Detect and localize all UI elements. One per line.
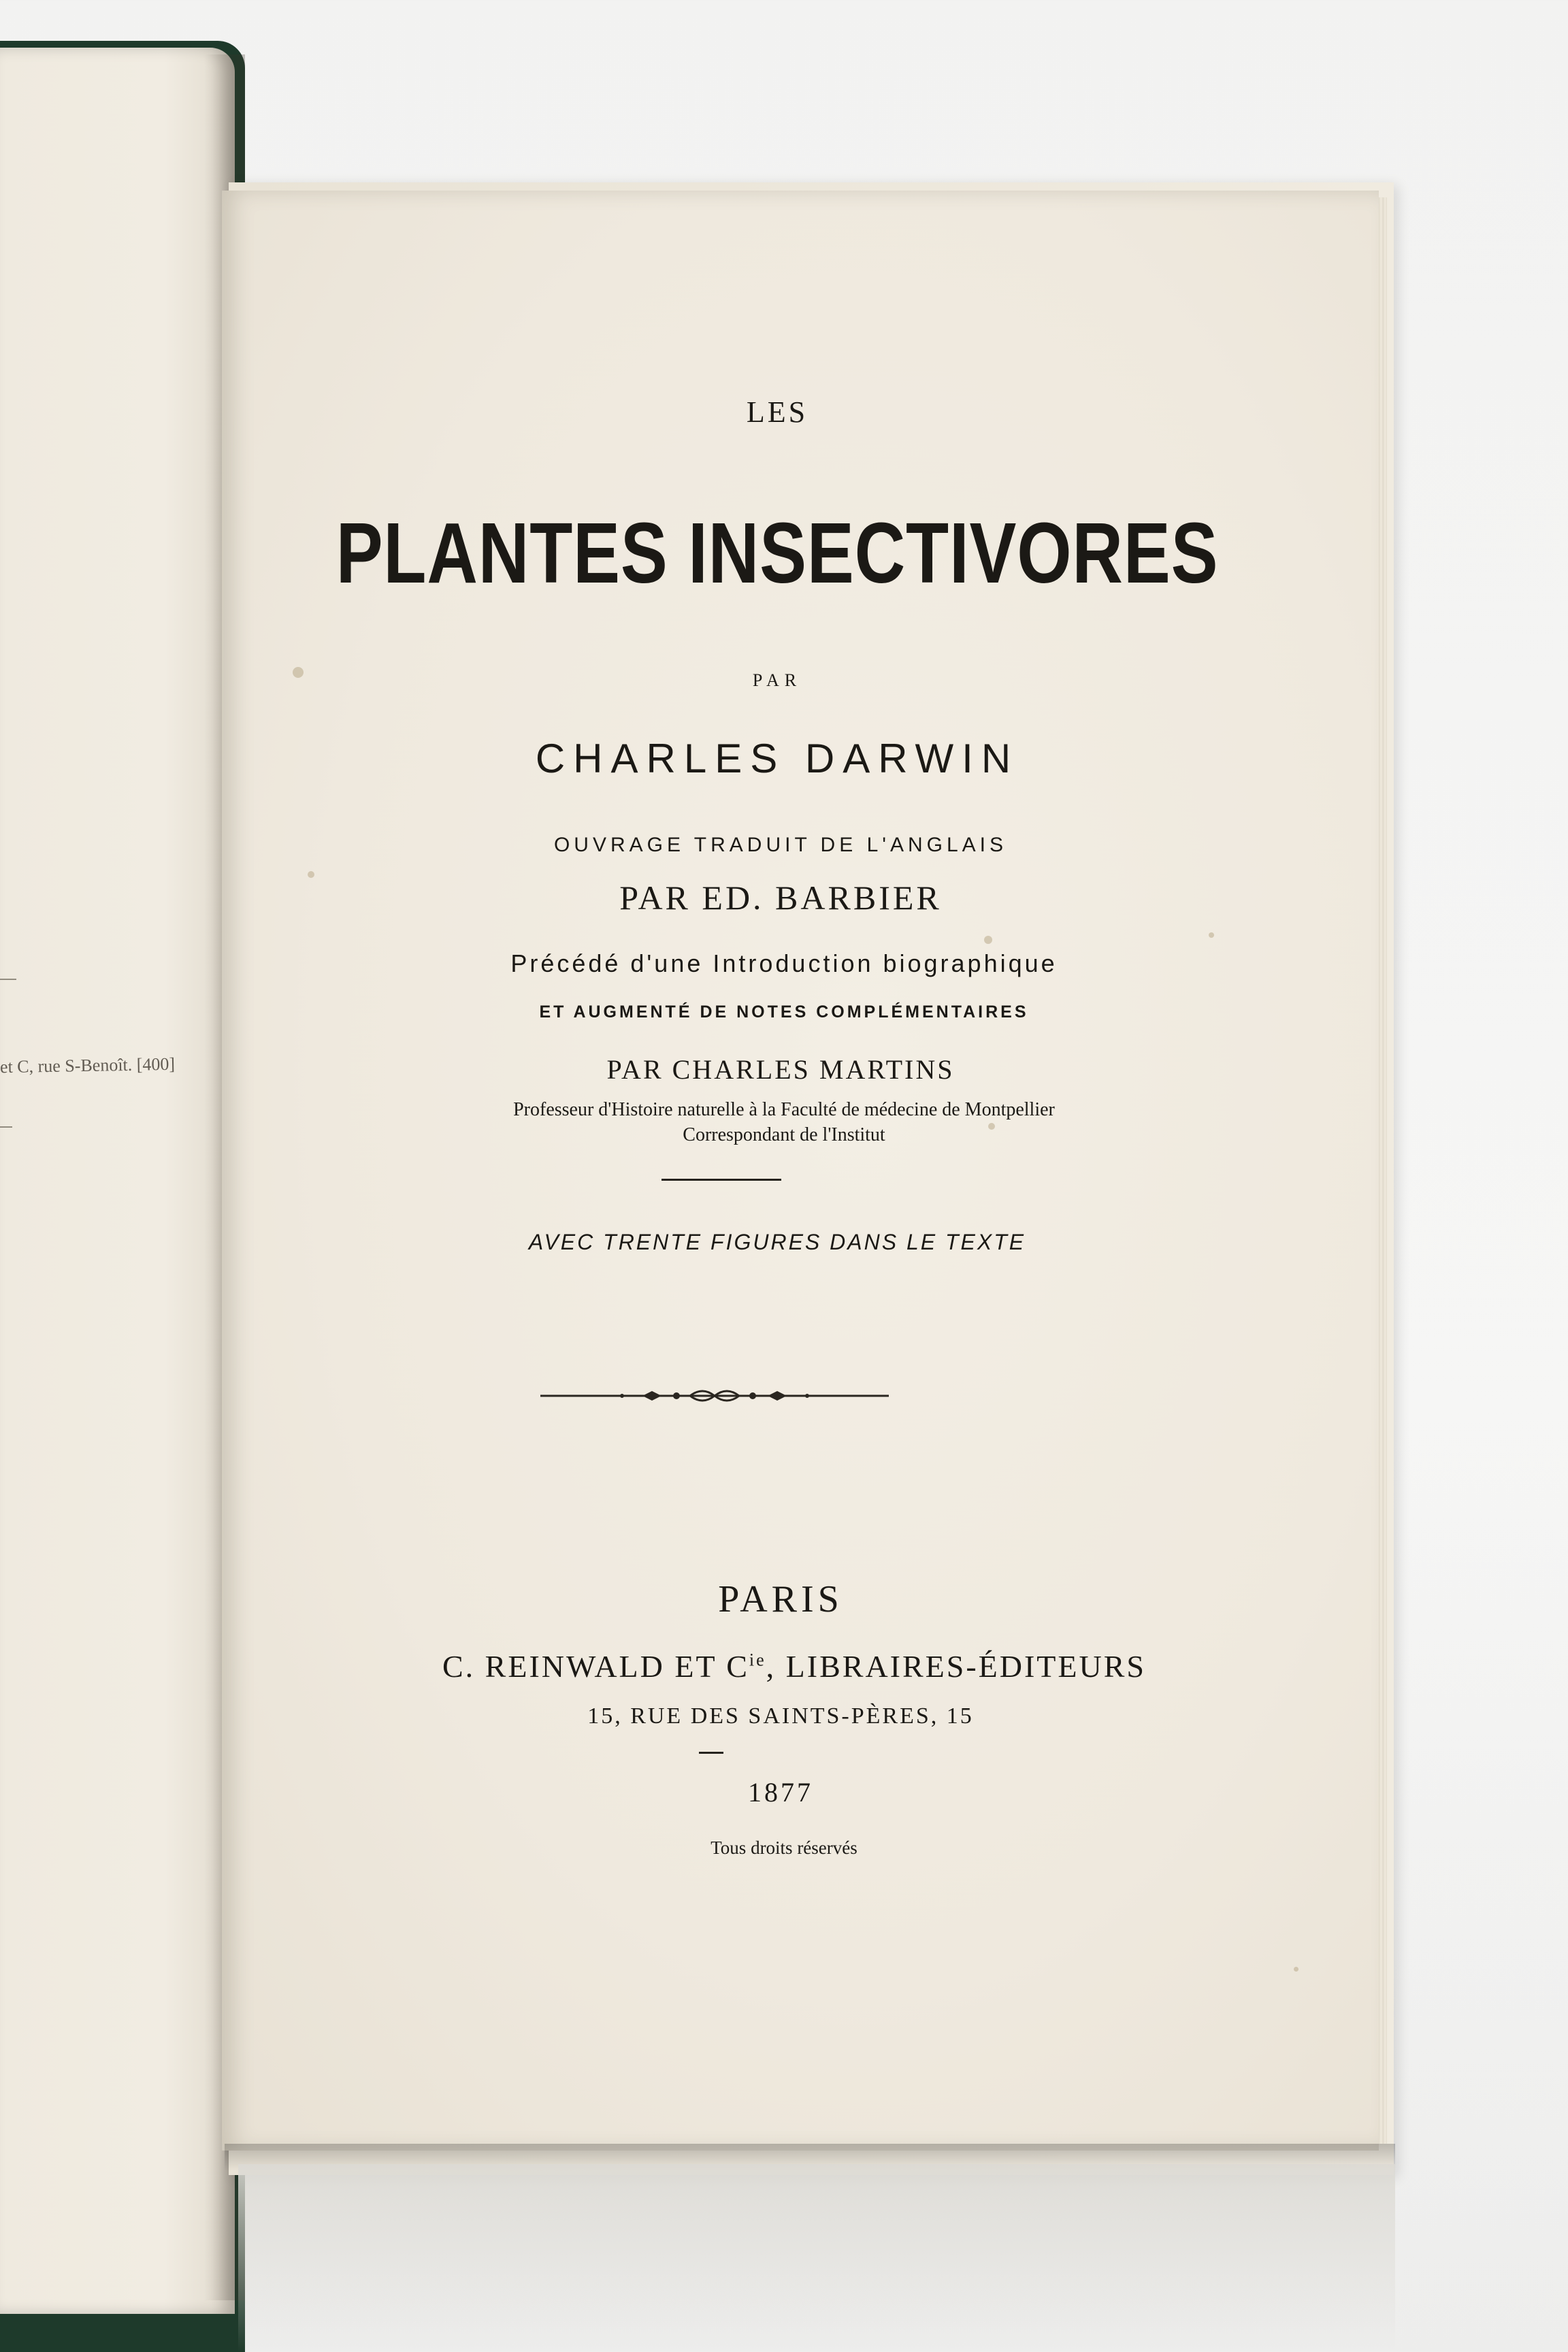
author-name: CHARLES DARWIN — [535, 736, 1019, 781]
left-page-rule — [0, 979, 16, 980]
introduction-note: Précédé d'une Introduction biographique — [510, 949, 1058, 977]
publisher: C. REINWALD ET $C^{ie}$, LIBRAIRES-ÉDITEURS — [442, 1649, 1146, 1684]
translation-note: OUVRAGE TRADUIT DE L'ANGLAIS — [553, 834, 1008, 856]
annotator-title: Professeur d'Histoire naturelle à la Faculté de médecine de Montpellier — [513, 1099, 1055, 1120]
foxing-spot — [1294, 1967, 1298, 1972]
book-title: PLANTES INSECTIVORES — [336, 505, 1219, 601]
annotator-name: PAR CHARLES MARTINS — [606, 1054, 955, 1085]
by-label: PAR — [752, 670, 802, 690]
notes-note: ET AUGMENTÉ DE NOTES COMPLÉMENTAIRES — [539, 1002, 1029, 1022]
figures-note: AVEC TRENTE FIGURES DANS LE TEXTE — [528, 1230, 1026, 1254]
ornament-divider — [540, 1386, 889, 1406]
translator-name: PAR ED. BARBIER — [619, 879, 942, 917]
divider-rule — [662, 1179, 781, 1181]
imprint-city: PARIS — [718, 1578, 843, 1620]
surface-reflection — [238, 2164, 1395, 2352]
title-article: LES — [746, 395, 808, 429]
left-page — [0, 48, 235, 2314]
foxing-spot — [1209, 932, 1214, 938]
year-rule — [699, 1752, 723, 1754]
publisher-address: 15, RUE DES SAINTS-PÈRES, 15 — [587, 1703, 974, 1729]
publication-year: 1877 — [748, 1777, 813, 1808]
left-page-fragment: et C, rue S-Benoît. [400] — [0, 1054, 176, 1077]
rights-notice: Tous droits réservés — [710, 1838, 858, 1858]
annotator-affiliation: Correspondant de l'Institut — [683, 1124, 885, 1145]
foxing-spot — [984, 936, 992, 944]
foxing-spot — [308, 871, 314, 878]
